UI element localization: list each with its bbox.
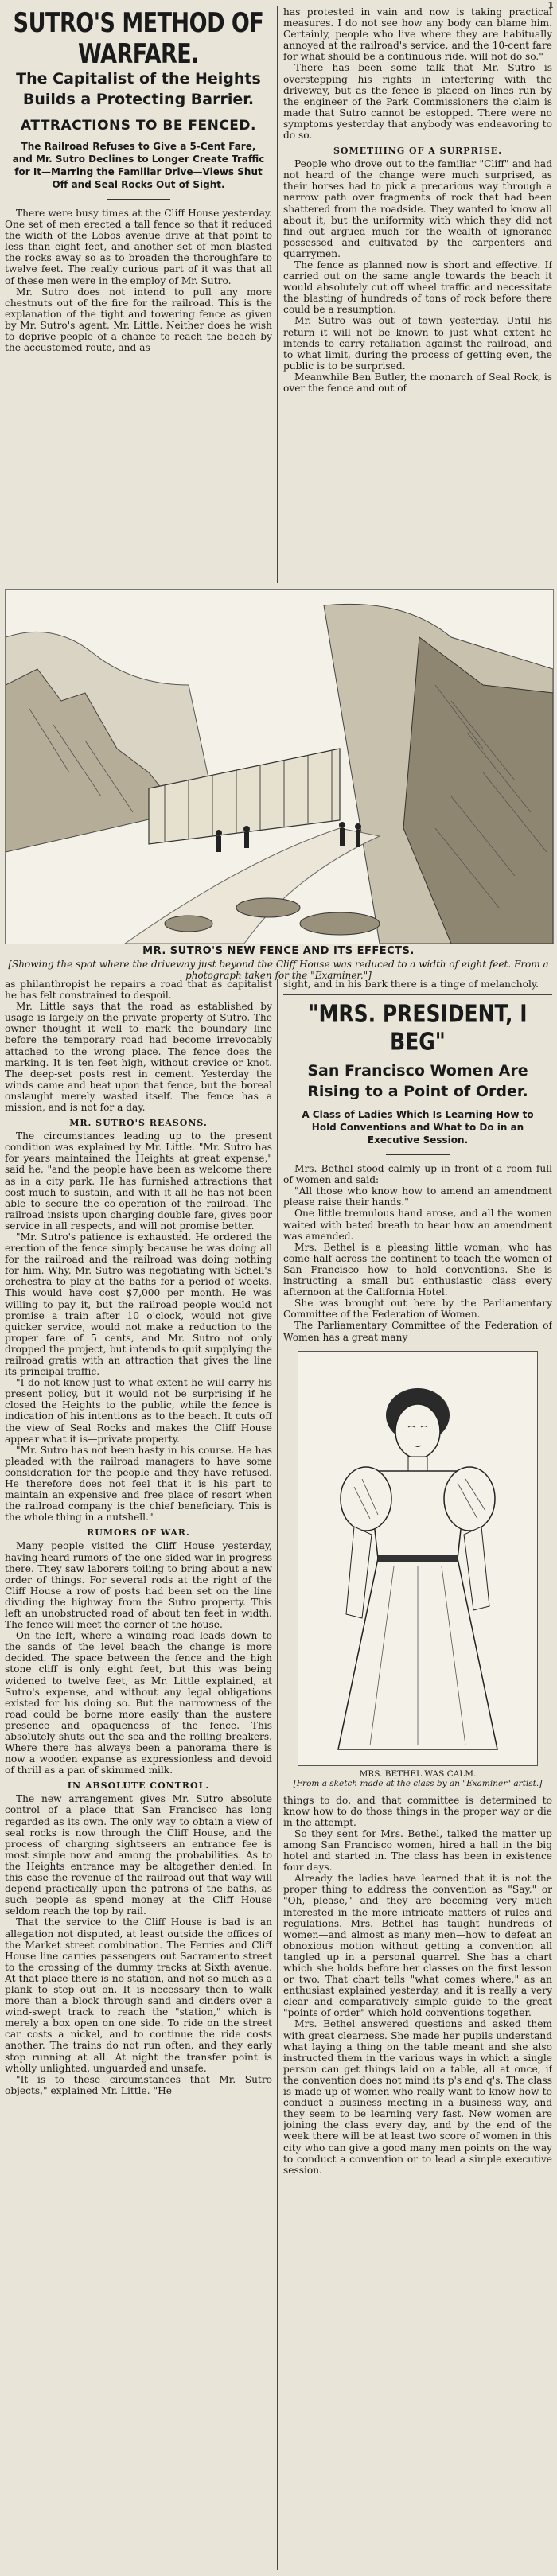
article-subhead: The Capitalist of the Heights Builds a Protecting Barrier. [16, 70, 261, 108]
separator [107, 199, 170, 200]
separator [386, 1154, 450, 1155]
article-sutro-column-2 [283, 6, 552, 583]
section-heading: IN ABSOLUTE CONTROL. [67, 1780, 210, 1792]
paragraph: She was brought out here by the Parliamentary Committee of the Federation of Women. [283, 1298, 552, 1321]
figure-caption [283, 1769, 552, 1788]
page-number: 1 [547, 0, 554, 10]
fence-illustration [5, 589, 554, 944]
paragraph: has protested in vain and now is taking practical measures. I do not see how any body can blame him. Certainly, people who live where they are habitually annoyed at the railroad's service, and the 10-cent fare for what should be a continuous ride, will not do so." [283, 6, 552, 63]
section-heading: MR. SUTRO'S REASONS. [69, 1118, 208, 1129]
article-separator [283, 994, 552, 995]
article-deck: A Class of Ladies Which Is Learning How to Hold Conventions and What to Do in an Executive Session. [302, 1109, 534, 1146]
article-subhead: San Francisco Women Are Rising to a Point of Order. [307, 1062, 528, 1101]
paragraph: The new arrangement gives Mr. Sutro absolute control of a place that San Francisco has long regarded as its own. The only way to obtain a view of seal rocks is now through the Cliff House, and the process of charging sightseers an entrance fee is most simple now and among the probabilities. As to the Heights entrance may be altogether denied. In this case the revenue of the railroad out that way will depend practically upon the patrons of the baths, as such people as spend money at the Cliff House seldom reach the top by rail. [5, 1793, 272, 1917]
paragraph: Mr. Little says that the road as established by usage is largely on the private property of Sutro. The owner thought it well to mark the boundary line before the temporary road had become irrevocably attached to the wrong place. The fence does the marking. It is ten feet high, without crevice or knot. The deep-set posts rest in cement. Yesterday the winds came and beat upon that fence, but the boreal onslaught merely wasted itself. The fence has a mission, and is not for a day. [5, 1001, 272, 1114]
figure-title: MR. SUTRO'S NEW FENCE AND ITS EFFECTS. [142, 945, 415, 957]
section-heading: RUMORS OF WAR. [87, 1527, 190, 1539]
paragraph: One little tremulous hand arose, and all the women waited with bated breath to hear how an amendment was amended. [283, 1208, 552, 1242]
paragraph: There has been some talk that Mr. Sutro is overstepping his rights in interfering with the driveway, but as the fence is placed on lines run by the engineer of the Park Commissioners the claim is made that Sutro cannot be estopped. There were no symptoms yesterday that anybody was endeavoring to do so. [283, 62, 552, 142]
article-subhead-2: ATTRACTIONS TO BE FENCED. [21, 118, 256, 134]
article-headline: SUTRO'S METHOD OF WARFARE. [13, 8, 264, 70]
paragraph: Mr. Sutro does not intend to pull any more chestnuts out of the fire for the railroad. This is the explanation of the tight and towering fence as given by Mr. Sutro's agent, Mr. Little. Neither does he wish to deprive people of a chance to reach the beach by the accustomed route, and as [5, 286, 272, 354]
paragraph: The fence as planned now is short and effective. If carried out on the same angle towards the beach it would absolutely cut off wheel traffic and necessitate the blasting of hundreds of tons of rock before there could be a resumption. [283, 259, 552, 316]
paragraph: There were busy times at the Cliff House yesterday. One set of men erected a tall fence so that it reduced the width of the Lobos avenue drive at that point to less than eight feet, and another set of men blasted the rocks away so as to broaden the thoroughfare to twelve feet. The really curious part of it was that all of these men were in the employ of Mr. Sutro. [5, 208, 272, 286]
paragraph: as philanthropist he repairs a road that as capitalist he has felt constrained to despoil. [5, 979, 272, 1002]
figure-note: [From a sketch made at the class by an "Examiner" artist.] [293, 1778, 543, 1788]
paragraph: The Parliamentary Committee of the Federation of Women has a great many [283, 1320, 552, 1343]
article-sutro-column-3 [5, 979, 272, 2570]
column-rule [277, 6, 278, 583]
fence-illustration-drawing [6, 590, 553, 944]
paragraph: Meanwhile Ben Butler, the monarch of Seal Rock, is over the fence and out of [283, 371, 552, 394]
paragraph: On the left, where a winding road leads down to the sands of the level beach the change is more decided. The space between the fence and the high stone cliff is only eight feet, but this was being widened to twelve feet, as Mr. Little explained, at Sutro's expense, and without any legal obligations existed for his doing so. But the narrowness of the road could be borne more easily than the austere presence and opaqueness of the fence. This absolutely shuts out the sea and the rolling breakers. Where there has always been a panorama there is now a wooden expanse as expressionless and devoid of thrill as a pan of skimmed milk. [5, 1630, 272, 1776]
paragraph: Already the ladies have learned that it is not the proper thing to address the convention as "Say," or "Oh, please," and they are becoming very much interested in the more intricate matters of rules and regulations. Mrs. Bethel has taught hundreds of women—and almost as many men—how to defeat an obnoxious motion without getting a convention all tangled up in a personal quarrel. She has a chart which she holds before her classes on the first lesson or two. That chart tells "what comes where," as an enthusiast explained yesterday, and it is really a very clear and comparatively simple guide to the great "points of order" which hold conventions together. [283, 1873, 552, 2019]
paragraph: Mrs. Bethel answered questions and asked them with great clearness. She made her pupils understand what laying a thing on the table meant and she also instructed them in the various ways in which a single person can get things laid on a table, all at once, if the convention does not mind its p's and q's. The class is made up of women who really want to know how to conduct a business meeting in a business way, and they seem to be learning very fast. New women are joining the class every day, and by the end of the week there will be at least two score of women in this city who can give a good many men points on the way to conduct a convention or to lead a simple executive session. [283, 2018, 552, 2176]
paragraph: "Mr. Sutro has not been hasty in his course. He has pleaded with the railroad managers to have some consideration for the people and they have refused. He therefore does not feel that it is his part to maintain an expensive and free place of resort when the railroad company is the chief beneficiary. This is the whole thing in a nutshell." [5, 1444, 272, 1523]
mrs-bethel-drawing [298, 1352, 537, 1765]
figure-description: [Showing the spot where the driveway just beyond the Cliff House was reduced to a width of eight feet. From a photograph taken for the "Examiner."] [8, 959, 549, 981]
figure-caption [5, 945, 552, 981]
article-president-column [283, 979, 552, 2570]
article-headline: "MRS. PRESIDENT, I BEG" [308, 1000, 528, 1056]
paragraph: That the service to the Cliff House is bad is an allegation not disputed, at least outside the offices of the Market street combination. The Ferries and Cliff House line carries passengers out Sacramento street to the crossing of the dummy tracks at Sixth avenue. At that place there is no station, and not so much as a plank to step out on. It is necessary then to walk more than a block through sand and cinders over a wind-swept track to reach the "station," which is merely a box open on one side. To ride on the street car costs a nickel, and to continue the ride costs another. The trains do not run often, and they early stop running at all. At night the transfer point is wholly unlighted, unguarded and unsafe. [5, 1916, 272, 2074]
figure-title: MRS. BETHEL WAS CALM. [359, 1769, 477, 1779]
section-heading: SOMETHING OF A SURPRISE. [333, 146, 503, 157]
paragraph: things to do, and that committee is determined to know how to do those things in the proper way or die in the attempt. [283, 1794, 552, 1828]
paragraph: "Mr. Sutro's patience is exhausted. He ordered the erection of the fence simply because he was doing all for the railroad and the railroad was doing nothing for him. Why, Mr. Sutro was negotiating with Schell's orchestra to play at the baths for a period of weeks. This would have cost $7,000 per month. He was willing to pay it, but the railroad people would not promise a train after 10 o'clock, would not give quicker service, would not make a reduction to the proper fare of 5 cents, and Mr. Sutro not only dropped the project, but intends to quit supplying the railroad gratis with an attraction that gives the line its principal traffic. [5, 1231, 272, 1378]
paragraph: "All those who know how to amend an amendment please raise their hands." [283, 1185, 552, 1208]
paragraph: Mrs. Bethel is a pleasing little woman, who has come half across the continent to teach the women of San Francisco how to hold conventions. She is instructing a small but enthusiastic class every afternoon at the California Hotel. [283, 1241, 552, 1298]
paragraph: Mr. Sutro was out of town yesterday. Until his return it will not be known to just what extent he intends to carry retaliation against the railroad, and to what limit, during the process of getting even, the public is to be surprised. [283, 315, 552, 372]
paragraph: Many people visited the Cliff House yesterday, having heard rumors of the one-sided war in progress there. They saw laborers toiling to bring about a new order of things. For several rods at the right of the Cliff House a row of posts had been set on the line dividing the highway from the Sutro property. This left an unobstructed road of about ten feet in width. The fence will meet the corner of the house. [5, 1540, 272, 1631]
paragraph: Mrs. Bethel stood calmly up in front of a room full of women and said: [283, 1163, 552, 1186]
column-rule [277, 979, 278, 2570]
article-sutro-column-1 [5, 6, 272, 583]
paragraph: So they sent for Mrs. Bethel, talked the matter up among San Francisco women, hired a hall in the big hotel and started in. The class has been in existence four days. [283, 1827, 552, 1874]
paragraph: sight, and in his bark there is a tinge of melancholy. [283, 979, 539, 990]
paragraph: The circumstances leading up to the present condition was explained by Mr. Little. "Mr. Sutro has for years maintained the Heights at great expense," said he, "and the people have been as welcome there as in a city park. He has furnished attractions that cost much to sustain, and with it all he has not been able to secure the co-operation of the railroad. The railroad insists upon charging double fare, gives poor service in all respects, and will not promise better. [5, 1130, 272, 1232]
paragraph: People who drove out to the familiar "Cliff" and had not heard of the change were much surprised, as their horses had to pick a precarious way through a narrow path over fragments of rock that had been shattered from the roadside. They wanted to know all about it, but the uniformity with which they did not find out argued much for the wealth of ignorance possessed and cultivated by the carpenters and quarrymen. [283, 158, 552, 259]
article-deck: The Railroad Refuses to Give a 5-Cent Fare, and Mr. Sutro Declines to Longer Create Traffic for It—Marring the Familiar Drive—Views Shut Off and Seal Rocks Out of Sight. [12, 141, 265, 190]
mrs-bethel-sketch [298, 1351, 538, 1766]
paragraph: "I do not know just to what extent he will carry his present policy, but it would not be surprising if he closed the Heights to the public, while the fence is indication of his intentions as to the beach. It cuts off the view of Seal Rocks and makes the Cliff House appear what it is—private property. [5, 1377, 272, 1445]
paragraph: "It is to these circumstances that Mr. Sutro objects," explained Mr. Little. "He [5, 2073, 272, 2096]
